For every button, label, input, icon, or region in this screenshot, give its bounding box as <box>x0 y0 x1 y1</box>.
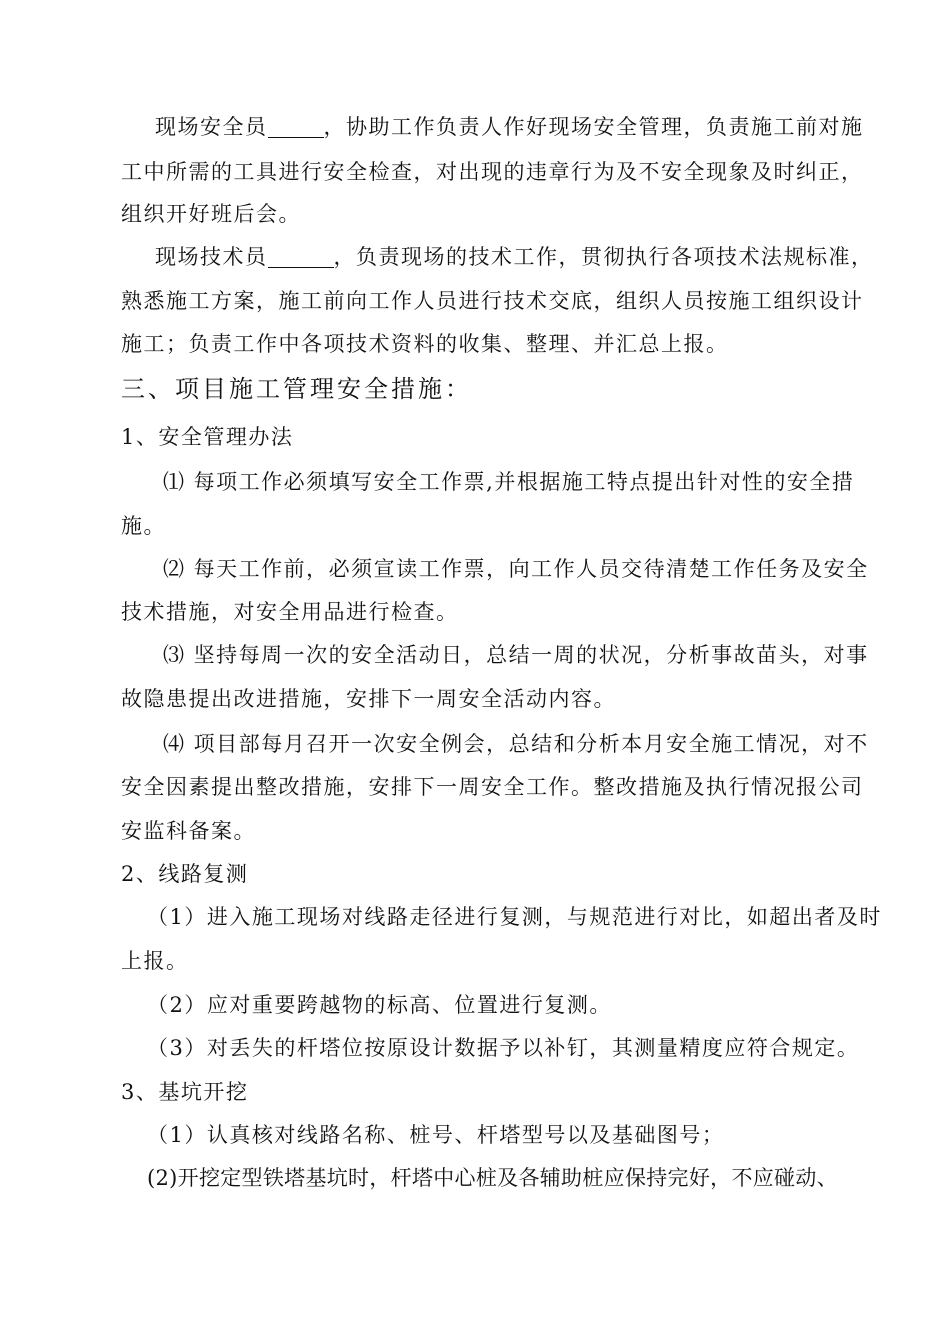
sub-2-item-1-line-2: 上报。 <box>121 949 189 973</box>
tech-officer-line-3: 施工；负责工作中各项技术资料的收集、整理、并汇总上报。 <box>121 332 729 356</box>
sub-1-item-4-line-1: ⑷ 项目部每月召开一次安全例会，总结和分析本月安全施工情况，对不 <box>163 732 869 756</box>
sub-2-item-3: （3）对丢失的杆塔位按原设计数据予以补钉，其测量精度应符合规定。 <box>147 1036 860 1060</box>
sub-1-item-1-line-1: ⑴ 每项工作必须填写安全工作票,并根据施工特点提出针对性的安全措 <box>163 470 855 494</box>
tech-officer-line-2: 熟悉施工方案，施工前向工作人员进行技术交底，组织人员按施工组织设计 <box>121 289 864 313</box>
sub-1-item-2-line-1: ⑵ 每天工作前，必须宣读工作票，向工作人员交待清楚工作任务及安全 <box>163 557 869 581</box>
tech-officer-line-1: 现场技术员 ，负责现场的技术工作，贯彻执行各项技术法规标准， <box>155 245 874 269</box>
sub-1-item-4-line-2: 安全因素提出整改措施，安排下一周安全工作。整改措施及执行情况报公司 <box>121 775 864 799</box>
safety-officer-line-1: 现场安全员 ，协助工作负责人作好现场安全管理，负责施工前对施 <box>155 115 864 139</box>
sub-3-item-1: （1）认真核对线路名称、桩号、杆塔型号以及基础图号； <box>147 1123 725 1147</box>
safety-officer-line-3: 组织开好班后会。 <box>121 202 301 226</box>
sub-1-item-3-line-2: 故隐患提出改进措施，安排下一周安全活动内容。 <box>121 687 616 711</box>
sub-2-heading: 2、线路复测 <box>121 862 249 886</box>
sub-1-heading: 1、安全管理办法 <box>121 425 294 449</box>
sub-3-heading: 3、基坑开挖 <box>121 1080 249 1104</box>
safety-officer-name-blank <box>268 115 324 138</box>
sub-2-item-2: （2）应对重要跨越物的标高、位置进行复测。 <box>147 993 612 1017</box>
sub-2-item-1-line-1: （1）进入施工现场对线路走径进行复测，与规范进行对比，如超出者及时 <box>147 905 882 929</box>
tech-officer-name-blank <box>268 245 334 268</box>
sub-1-item-4-line-3: 安监科备案。 <box>121 819 256 843</box>
sub-1-item-2-line-2: 技术措施，对安全用品进行检查。 <box>121 600 459 624</box>
sub-1-item-3-line-1: ⑶ 坚持每周一次的安全活动日，总结一周的状况，分析事故苗头，对事 <box>163 643 869 667</box>
sub-1-item-1-line-2: 施。 <box>121 514 166 538</box>
safety-officer-line-2: 工中所需的工具进行安全检查，对出现的违章行为及不安全现象及时纠正， <box>121 160 864 184</box>
section-3-heading: 三、项目施工管理安全措施： <box>121 375 472 403</box>
sub-3-item-2: (2)开挖定型铁塔基坑时，杆塔中心桩及各辅助桩应保持完好，不应碰动、 <box>147 1166 838 1190</box>
